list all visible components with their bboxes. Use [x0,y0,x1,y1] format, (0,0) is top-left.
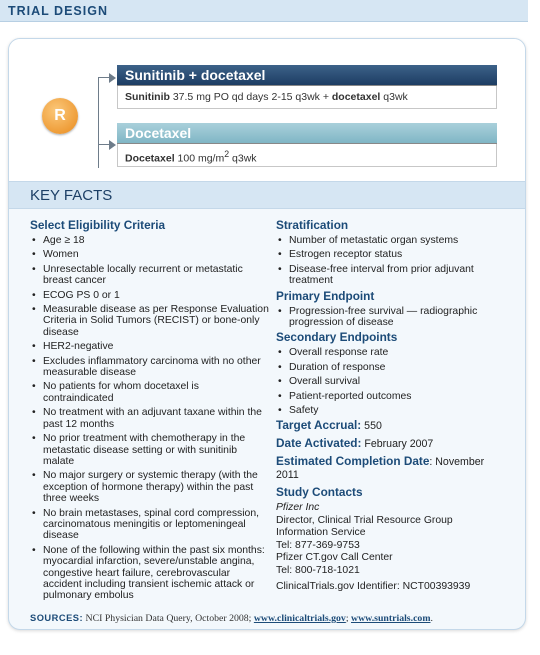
drug-name: Sunitinib [125,91,170,103]
list-item: • ECOG PS 0 or 1 [30,290,270,301]
arm-description [117,86,497,109]
list-item: • Disease-free interval from prior adjuvant treatment [276,264,508,287]
drug-name: Docetaxel [125,152,175,165]
key-facts-title: KEY FACTS [30,187,113,204]
sources-text: NCI Physician Data Query, October 2008; [83,613,254,624]
target-accrual-value: 550 [361,420,382,433]
eligibility-list [30,235,270,602]
contact-phone: Tel: 877-369-9753 [276,539,360,551]
list-item: • No brain metastases, spinal cord compression, carcinomatous meningitis or leptomeningeal disease [30,508,270,542]
list-item: • Excludes inflammatory carcinoma with no other measurable disease [30,356,270,379]
list-item: • Overall survival [276,376,508,387]
arm-sunitinib-docetaxel [117,65,497,109]
target-accrual [276,419,508,433]
list-item: • No prior treatment with chemotherapy in the metastatic disease setting or with sunitinib malate [30,433,270,467]
stratification-list [276,235,508,287]
list-item: • No treatment with an adjuvant taxane within the past 12 months [30,407,270,430]
drug-name: docetaxel [331,91,381,103]
list-item: • Progression-free survival — radiographic progression of disease [276,306,508,329]
list-item: • Number of metastatic organ systems [276,235,508,246]
list-item: • HER2-negative [30,341,270,352]
dose-text: 100 mg/m [174,152,225,165]
eligibility-title: Select Eligibility Criteria [30,218,166,232]
completion-value: : November 2011 [276,456,485,482]
list-item: • Measurable disease as per Response Evaluation Criteria in Solid Tumors (RECIST) or bone-only disease [30,304,270,338]
list-item: • Women [30,249,270,260]
estimated-completion [276,455,508,482]
stratification-title: Stratification [276,218,349,232]
arm-docetaxel [117,123,497,167]
list-item: • Age ≥ 18 [30,235,270,246]
trial-design-diagram [9,39,526,181]
contact-line: Director, Clinical Trial Resource Group [276,514,453,526]
list-item: • No major surgery or systemic therapy (with the exception of hormone therapy) within the past three weeks [30,470,270,504]
arm-description [117,144,497,167]
list-item: • Estrogen receptor status [276,249,508,260]
arm-title: Docetaxel [117,123,497,144]
sources-end: . [430,613,433,624]
arrow-right-icon [109,73,116,83]
contact-line: Pfizer CT.gov Call Center [276,552,393,564]
list-item: • Duration of response [276,362,508,373]
sources-line [30,613,433,624]
eligibility-column [30,219,270,605]
list-item: • Patient-reported outcomes [276,391,508,402]
list-item: • None of the following within the past six months: myocardial infarction, severe/unstable angina, congestive heart failure, cerebrovascular accident including transient ischemic attack or pulmonary embolus [30,545,270,602]
list-item: • Unresectable locally recurrent or metastatic breast cancer [30,264,270,287]
sources-label: SOURCES: [30,613,84,623]
secondary-endpoints-list [276,347,508,416]
clinicaltrials-link[interactable]: www.clinicaltrials.gov [253,613,346,624]
primary-endpoint-title: Primary Endpoint [276,288,375,303]
date-activated [276,437,508,451]
trial-card [8,38,526,630]
study-contacts-title: Study Contacts [276,485,363,500]
list-item: • Safety [276,405,508,416]
randomize-label: R [54,107,66,124]
list-item: • No patients for whom docetaxel is contraindicated [30,381,270,404]
details-column [276,219,508,594]
contact-line: Information Service [276,527,366,539]
study-contacts [276,502,508,594]
target-accrual-label: Target Accrual: [276,418,362,433]
contact-org: Pfizer Inc [276,502,320,514]
superscript: 2 [224,149,230,159]
suntrials-link[interactable]: www.suntrials.com [351,613,431,624]
primary-endpoint-list [276,306,508,329]
sources-separator: ; [345,613,352,624]
trial-identifier: ClinicalTrials.gov Identifier: NCT00393939 [276,581,471,593]
key-facts-header [9,181,526,209]
secondary-endpoints-title: Secondary Endpoints [276,330,398,345]
arm-title: Sunitinib + docetaxel [117,65,497,86]
arrow-right-icon [109,140,116,150]
date-activated-label: Date Activated: [276,436,362,451]
randomize-icon [42,98,78,134]
trial-design-title: TRIAL DESIGN [8,4,108,18]
completion-label: Estimated Completion Date [276,454,430,469]
bracket-line [98,77,99,168]
list-item: • Overall response rate [276,347,508,358]
dose-text: q3wk [229,152,257,165]
dose-text: 37.5 mg PO qd days 2-15 q3wk + [169,91,332,103]
dose-text: q3wk [380,91,408,103]
contact-phone: Tel: 800-718-1021 [276,564,360,576]
date-activated-value: February 2007 [361,438,434,451]
trial-design-header [0,0,528,22]
